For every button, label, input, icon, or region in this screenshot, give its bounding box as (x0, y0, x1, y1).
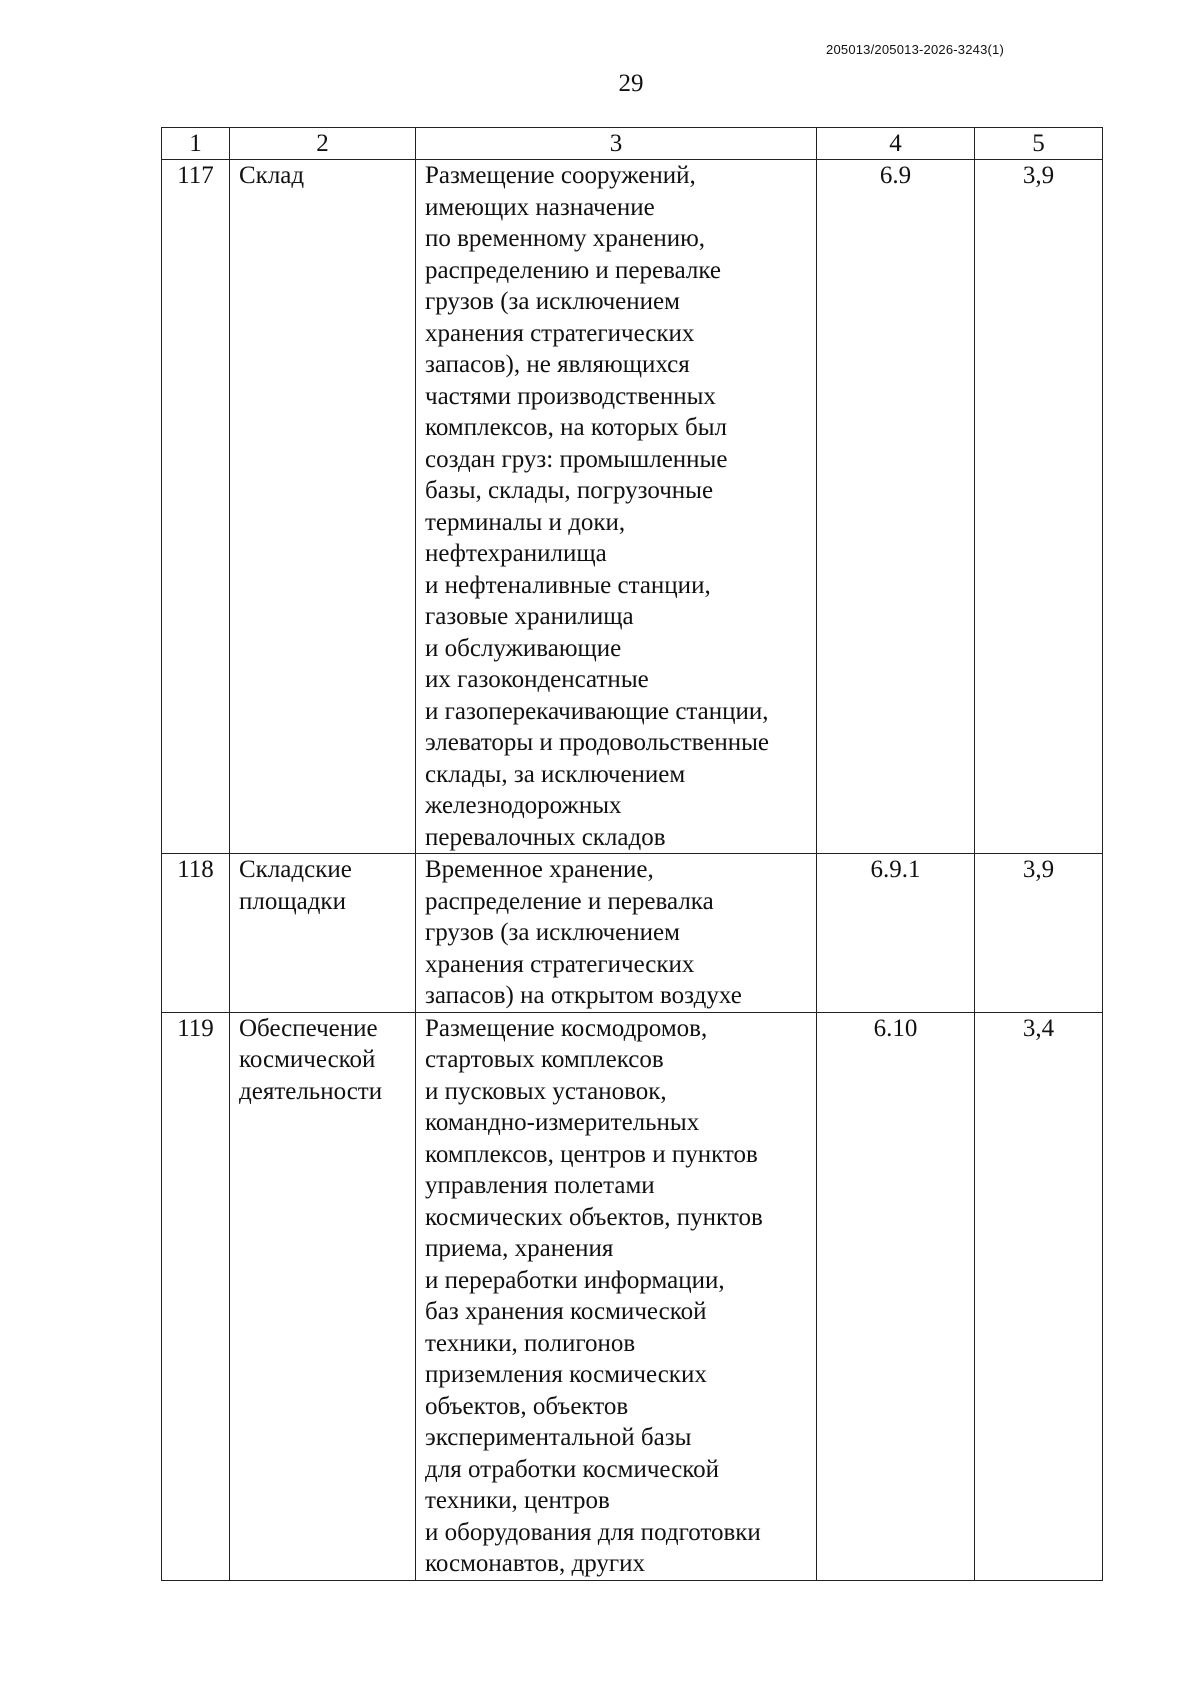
table-row (162, 854, 1103, 1013)
classifier-code: 6.9 (817, 160, 975, 854)
row-number: 117 (162, 160, 230, 854)
land-use-table (161, 127, 1103, 1581)
use-type-name: Обеспечение космической деятельности (230, 1012, 416, 1580)
page-number: 29 (618, 70, 644, 97)
column-header: 2 (230, 128, 416, 160)
classifier-code: 6.10 (817, 1012, 975, 1580)
classifier-code: 6.9.1 (817, 854, 975, 1013)
column-header: 4 (817, 128, 975, 160)
use-type-description: Размещение космодромов, стартовых комплексов и пусковых установок, командно-измерительных комплексов, центров и пунктов управления полетами космических объектов, пунктов приема, хранения и переработки информации, баз хранения космической техники, полигонов приземления космических объектов, объектов экспериментальной базы для отработки космической техники, центров и оборудования для подготовки космонавтов, других (416, 1012, 817, 1580)
coefficient-value: 3,9 (975, 160, 1103, 854)
document-code: 205013/205013-2026-3243(1) (826, 42, 1004, 57)
table-row (162, 1012, 1103, 1580)
use-type-description: Размещение сооружений, имеющих назначение по временному хранению, распределению и перевалке грузов (за исключением хранения стратегических запасов), не являющихся частями производственных комплексов, на которых был создан груз: промышленные базы, склады, погрузочные терминалы и доки, нефтехранилища и нефтеналивные станции, газовые хранилища и обслуживающие их газоконденсатные и газоперекачивающие станции, элеваторы и продовольственные склады, за исключением железнодорожных перевалочных складов (416, 160, 817, 854)
row-number: 119 (162, 1012, 230, 1580)
column-header: 1 (162, 128, 230, 160)
use-type-name: Склад (230, 160, 416, 854)
table-header-row (162, 128, 1103, 160)
row-number: 118 (162, 854, 230, 1013)
use-type-description: Временное хранение, распределение и перевалка грузов (за исключением хранения стратегических запасов) на открытом воздухе (416, 854, 817, 1013)
table-row (162, 160, 1103, 854)
use-type-name: Складские площадки (230, 854, 416, 1013)
column-header: 3 (416, 128, 817, 160)
column-header: 5 (975, 128, 1103, 160)
coefficient-value: 3,4 (975, 1012, 1103, 1580)
coefficient-value: 3,9 (975, 854, 1103, 1013)
